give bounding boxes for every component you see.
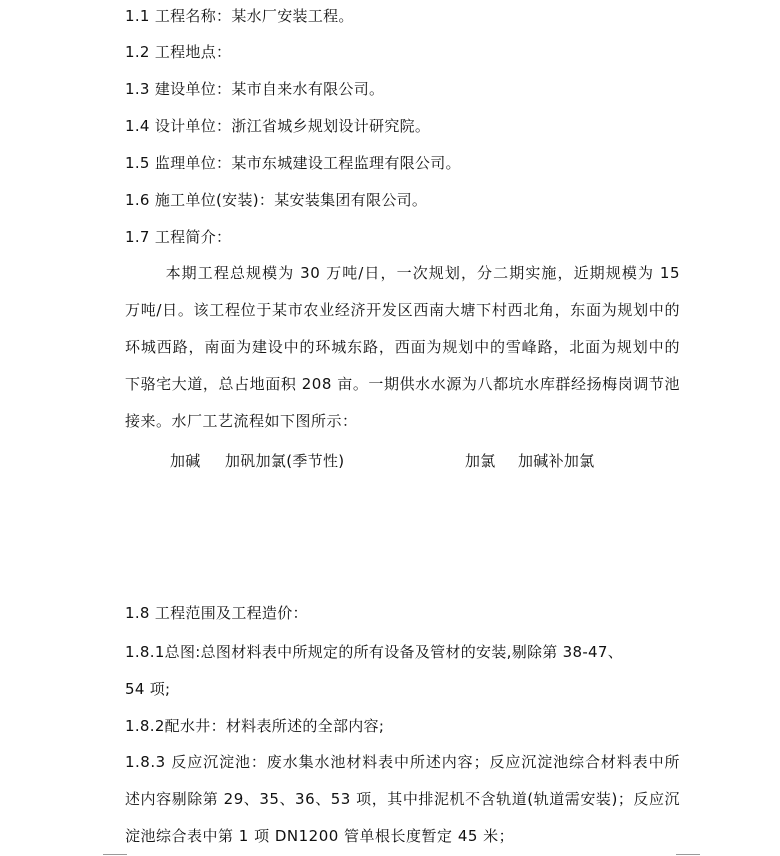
- section-1-5-supervision-unit: 1.5 监理单位：某市东城建设工程监理有限公司。: [125, 154, 461, 172]
- project-intro-text: 本期工程总规模为 30 万吨/日，一次规划，分二期实施，近期规模为 15 万吨/日。该工程位于某市农业经济开发区西南大塘下村西北角，东面为规划中的环城西路，南面为建设中的环城东路，西面为规划中的雪峰路，北面为规划中的下骆宅大道，总占地面积 208 亩。一期供水水源为八都坑水库群经扬梅岗调节池接来。水厂工艺流程如下图所示：: [125, 264, 680, 430]
- section-1-6-installation-unit: 1.6 施工单位(安装)：某安装集团有限公司。: [125, 191, 428, 209]
- project-intro-paragraph: [125, 255, 680, 440]
- section-1-4-design-unit: 1.4 设计单位：浙江省城乡规划设计研究院。: [125, 117, 431, 135]
- page-margin-corner-right: [676, 854, 700, 855]
- flow-label-add-alkali-rechlorine: 加碱补加氯: [518, 452, 595, 470]
- flow-label-add-chlorine: 加氯: [465, 452, 496, 470]
- page-margin-corner-left: [103, 854, 127, 855]
- section-1-1-project-name: 1.1 工程名称：某水厂安装工程。: [125, 7, 354, 25]
- section-1-8-1-general-plan-line1: 1.8.1总图:总图材料表中所规定的所有设备及管材的安装,剔除第 38-47、: [125, 643, 624, 661]
- flow-label-add-alkali: 加碱: [170, 452, 201, 470]
- section-1-3-construction-unit: 1.3 建设单位：某市自来水有限公司。: [125, 80, 385, 98]
- section-1-2-project-location: 1.2 工程地点：: [125, 43, 232, 61]
- section-1-8-2-distribution-well: 1.8.2配水井：材料表所述的全部内容;: [125, 717, 385, 735]
- flow-label-add-alum-chlorine: 加矾加氯(季节性): [225, 452, 345, 470]
- section-1-8-scope-and-cost: 1.8 工程范围及工程造价：: [125, 604, 308, 622]
- section-1-8-3-sedimentation-tank: 1.8.3 反应沉淀池：废水集水池材料表中所述内容；反应沉淀池综合材料表中所述内容剔除第 29、35、36、53 项，其中排泥机不含轨道(轨道需安装)；反应沉淀池综合表中第 1 项 DN1200 管单根长度暂定 45 米；: [125, 753, 680, 845]
- section-1-7-project-intro-heading: 1.7 工程简介：: [125, 228, 232, 246]
- section-1-8-1-general-plan-line2: 54 项;: [125, 680, 171, 698]
